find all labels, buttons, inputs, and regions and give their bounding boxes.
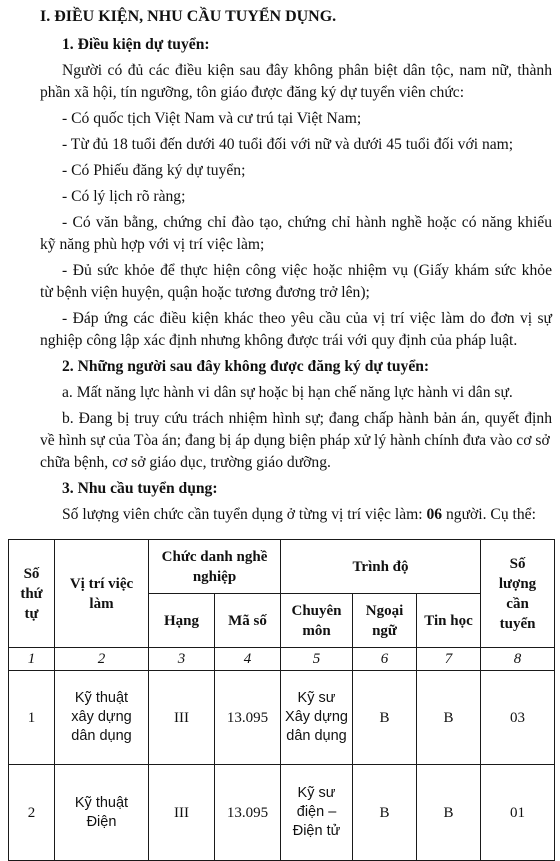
eligibility-item-other-line1: - Đáp ứng các điều kiện khác theo yêu cầu của vị trí việc làm do đơn vị sự <box>62 310 552 327</box>
eligibility-item-application-form: - Có Phiếu đăng ký dự tuyển; <box>62 162 246 179</box>
column-number: 2 <box>55 648 149 671</box>
cell-rank: III <box>149 765 215 861</box>
cell-specialty: Kỹ sư Xây dựng dân dụng <box>281 671 353 765</box>
column-number: 5 <box>281 648 353 671</box>
column-number: 6 <box>353 648 417 671</box>
cell-code: 13.095 <box>215 765 281 861</box>
eligibility-item-health-line2: từ bệnh viện huyện, quận hoặc tương đương trở lên); <box>40 284 370 301</box>
section-title: I. ĐIỀU KIỆN, NHU CẦU TUYỂN DỤNG. <box>40 8 337 25</box>
ineligible-item-b-line3: chữa bệnh, cơ sở giáo dục, trường giáo dưỡng. <box>40 454 331 471</box>
table-column-numbers <box>9 648 555 671</box>
recruitment-total-count: 06 <box>426 506 443 523</box>
cell-it: B <box>417 671 481 765</box>
eligibility-item-qualifications-line1: - Có văn bằng, chứng chỉ đào tạo, chứng chỉ hành nghề hoặc có năng khiếu <box>62 214 552 231</box>
recruitment-table <box>8 539 555 861</box>
column-number: 7 <box>417 648 481 671</box>
heading-ineligible: 2. Những người sau đây không được đăng ký dự tuyển: <box>62 358 430 375</box>
cell-it: B <box>417 765 481 861</box>
header-qualification: Trình độ <box>281 540 481 594</box>
recruitment-summary-suffix: người. Cụ thể: <box>446 506 536 523</box>
header-job-title: Chức danh nghề nghiệp <box>149 540 281 594</box>
header-position: Vị trí việc làm <box>55 540 149 648</box>
eligibility-item-other-line2: nghiệp công lập xác định nhưng không được trái với quy định của pháp luật. <box>40 332 518 349</box>
eligibility-item-age: - Từ đủ 18 tuổi đến dưới 40 tuổi đối với nữ và dưới 45 tuổi đối với nam; <box>62 136 514 153</box>
header-specialty: Chuyên môn <box>281 594 353 648</box>
table-row <box>9 765 555 861</box>
eligibility-intro-line2: phần xã hội, tín ngưỡng, tôn giáo được đăng ký dự tuyển viên chức: <box>40 84 465 101</box>
recruitment-summary-text: Số lượng viên chức cần tuyển dụng ở từng vị trí việc làm: <box>62 506 423 523</box>
header-foreign-language: Ngoại ngữ <box>353 594 417 648</box>
column-number: 1 <box>9 648 55 671</box>
cell-code: 13.095 <box>215 671 281 765</box>
cell-quantity: 03 <box>481 671 555 765</box>
cell-position: Kỹ thuật Điện <box>55 765 149 861</box>
eligibility-item-nationality: - Có quốc tịch Việt Nam và cư trú tại Việt Nam; <box>62 110 362 127</box>
cell-specialty: Kỹ sư điện – Điện tử <box>281 765 353 861</box>
eligibility-item-background: - Có lý lịch rõ ràng; <box>62 188 186 205</box>
column-number: 8 <box>481 648 555 671</box>
header-rank: Hạng <box>149 594 215 648</box>
column-number: 3 <box>149 648 215 671</box>
ineligible-item-b-line2: về hình sự của Tòa án; đang bị áp dụng biện pháp xử lý hành chính đưa vào cơ sở <box>40 432 550 449</box>
table-row <box>9 671 555 765</box>
eligibility-intro-line1: Người có đủ các điều kiện sau đây không phân biệt dân tộc, nam nữ, thành <box>62 62 552 79</box>
header-code: Mã số <box>215 594 281 648</box>
eligibility-item-qualifications-line2: kỹ năng phù hợp với vị trí việc làm; <box>40 236 265 253</box>
heading-eligibility: 1. Điều kiện dự tuyển: <box>62 36 210 53</box>
heading-recruitment-needs: 3. Nhu cầu tuyển dụng: <box>62 480 218 497</box>
eligibility-item-health-line1: - Đủ sức khỏe để thực hiện công việc hoặc nhiệm vụ (Giấy khám sức khỏe <box>62 262 552 279</box>
cell-foreign-language: B <box>353 765 417 861</box>
cell-foreign-language: B <box>353 671 417 765</box>
header-stt: Số thứ tự <box>9 540 55 648</box>
cell-rank: III <box>149 671 215 765</box>
cell-position: Kỹ thuật xây dựng dân dụng <box>55 671 149 765</box>
cell-quantity: 01 <box>481 765 555 861</box>
cell-stt: 1 <box>9 671 55 765</box>
ineligible-item-a: a. Mất năng lực hành vi dân sự hoặc bị hạn chế năng lực hành vi dân sự. <box>62 384 513 401</box>
cell-stt: 2 <box>9 765 55 861</box>
header-quantity: Số lượng cần tuyển <box>481 540 555 648</box>
table-header-row-1 <box>9 540 555 594</box>
recruitment-summary <box>62 504 536 526</box>
column-number: 4 <box>215 648 281 671</box>
header-it: Tin học <box>417 594 481 648</box>
ineligible-item-b-line1: b. Đang bị truy cứu trách nhiệm hình sự; đang chấp hành bản án, quyết định <box>62 410 552 427</box>
